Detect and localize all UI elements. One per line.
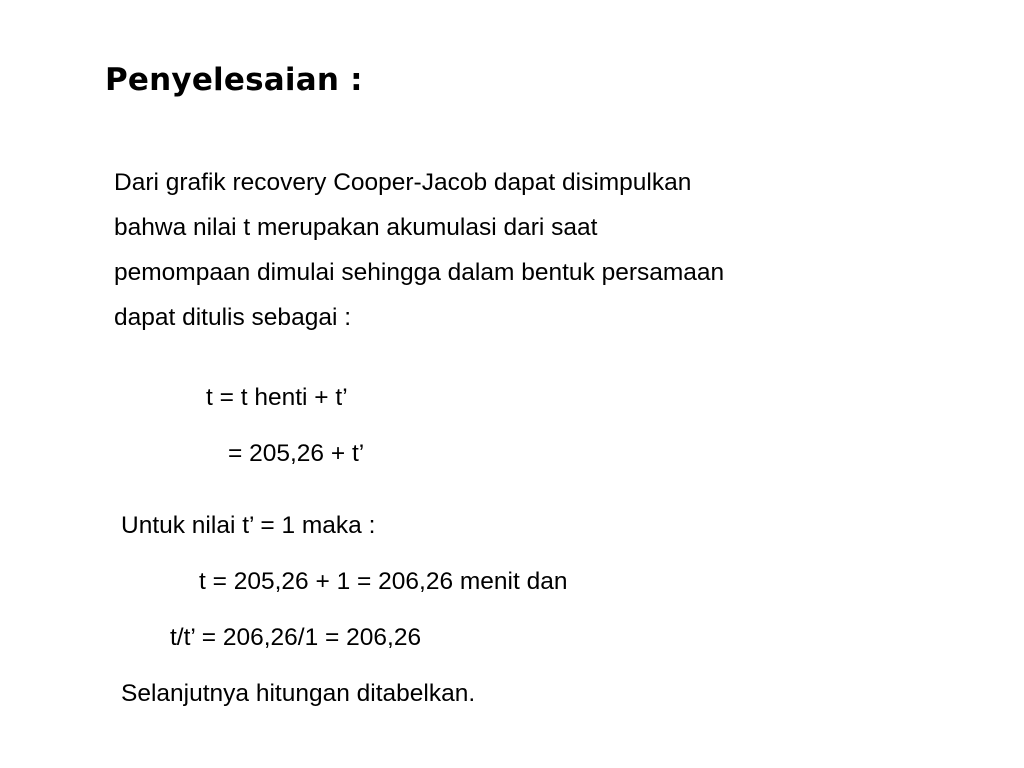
- condition-line: Untuk nilai t’ = 1 maka :: [121, 512, 376, 539]
- paragraph-line: pemompaan dimulai sehingga dalam bentuk persamaan: [114, 259, 725, 286]
- closing-line: Selanjutnya hitungan ditabelkan.: [121, 680, 476, 707]
- paragraph-line: dapat ditulis sebagai :: [114, 304, 351, 331]
- equation-t-definition: t = t henti + t’: [206, 384, 348, 411]
- paragraph-line: Dari grafik recovery Cooper-Jacob dapat disimpulkan: [114, 169, 692, 196]
- ratio-result-line: t/t’ = 206,26/1 = 206,26: [170, 624, 422, 651]
- slide-title: Penyelesaian :: [105, 62, 363, 98]
- intro-paragraph: [114, 160, 934, 340]
- t-result-line: t = 205,26 + 1 = 206,26 menit dan: [199, 568, 568, 595]
- equation-t-substituted: = 205,26 + t’: [228, 440, 365, 467]
- paragraph-line: bahwa nilai t merupakan akumulasi dari saat: [114, 214, 598, 241]
